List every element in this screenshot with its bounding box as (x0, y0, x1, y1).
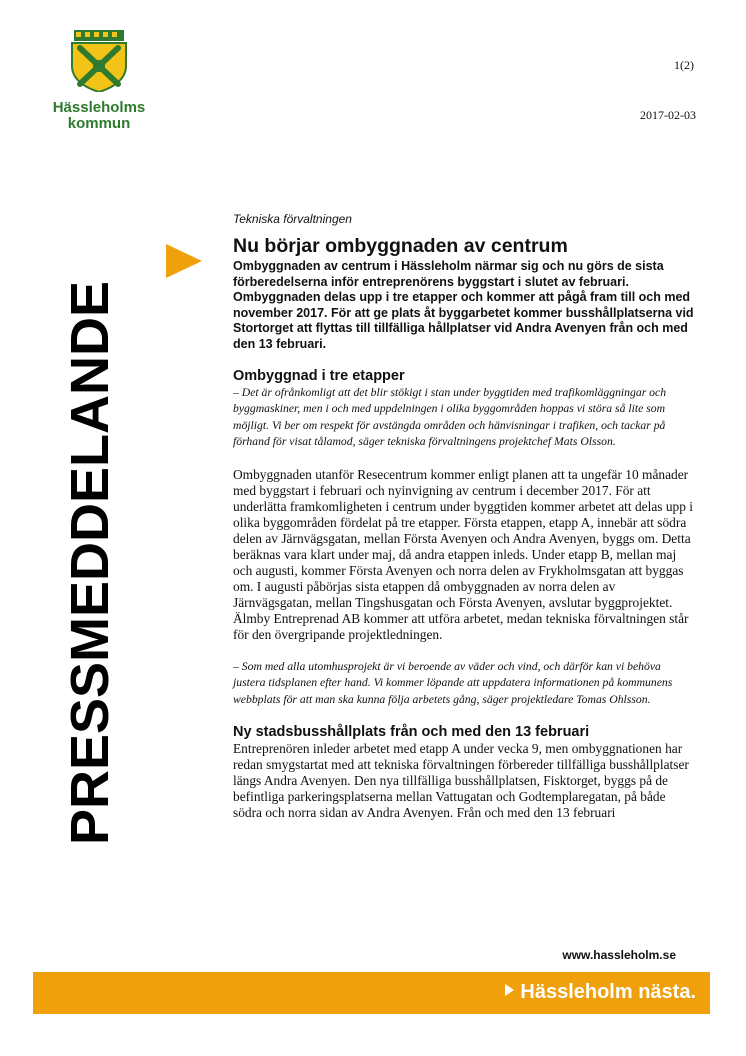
paragraph-stages: Ombyggnaden utanför Resecentrum kommer enligt planen att ta ungefär 10 månader med byggstart i februari och nyinvigning av centrum i december 2017. För att underlätta framkomligheten i centrum under byggtiden kommer arbetet att delas upp i olika byggområden fördelat på tre etapper. Första etappen, etapp A, innebär att södra delen av Järnvägsgatan, mellan Första Avenyen och Andra Avenyen, byggs om. Detta beräknas vara klart under maj, då andra etappen inleds. Under etapp B, mellan maj och augusti, kommer Första Avenyen och norra delen av Frykholmsgatan att byggas om. I augusti påbörjas sista etappen då ombyggnaden av norra delen av Järnvägsgatan, mellan Tingshusgatan och Första Avenyen, avslutar byggprojektet. Älmby Entreprenad AB kommer att utföra arbetet, medan tekniska förvaltningen står för den övergripande projektledningen. (233, 466, 693, 642)
quote-project-leader: – Som med alla utomhusprojekt är vi beroende av väder och vind, och därför kan vi behöva justera tidsplanen efter hand. Vi kommer löpande att uppdatera informationen på kommunens webbplats för att man ska kunna följa arbetets gång, säger projektledare Tomas Ohlsson. (233, 659, 673, 706)
play-arrow-icon (166, 244, 202, 278)
article-lead: Ombyggnaden av centrum i Hässleholm närmar sig och nu görs de sista förberedelserna inför entreprenörens byggstart i slutet av februari. Ombyggnaden delas upp i tre etapper och kommer att pågå fram till och med november 2017. För att ge plats åt byggarbetet kommer busshållplatserna vid Stortorget att flyttas till tillfälliga hållplatser vid Andra Avenyen från och med den 13 februari. (233, 259, 694, 351)
logo-text-line2: kommun (67, 115, 131, 132)
footer-slogan (505, 981, 696, 1004)
article-title: Nu börjar ombyggnaden av centrum (233, 235, 568, 257)
paragraph-bus-stop: Entreprenören inleder arbetet med etapp A under vecka 9, men ombyggnationen har redan smygstartat med att tekniska förvaltningen förbereder tillfälliga busshållplatser längs Andra Avenyen. Den nya tillfälliga busshållplatsen, Fisktorget, byggs på de befintliga parkeringsplatserna mellan Vattugatan och Godtemplaregatan, på både södra och norra sidan av Andra Avenyen. Från och med den 13 februari (233, 741, 689, 821)
footer-bar (33, 972, 710, 1014)
logo-text-line1: Hässleholms (52, 99, 146, 116)
municipality-logo (44, 30, 154, 132)
press-release-vertical-title: PRESSMEDDELANDE (60, 280, 120, 846)
coat-of-arms-icon (70, 30, 128, 92)
document-date: 2017-02-03 (640, 108, 696, 122)
department-label: Tekniska förvaltningen (233, 212, 352, 226)
article (233, 212, 695, 837)
page-number: 1(2) (674, 58, 694, 72)
section-heading-bus-stop: Ny stadsbusshållplats från och med den 13 februari (233, 724, 590, 741)
section-heading-stages: Ombyggnad i tre etapper (233, 367, 405, 384)
website-link[interactable]: www.hassleholm.se (562, 948, 676, 962)
quote-project-chief: – Det är ofrånkomligt att det blir stökigt i stan under byggtiden med trafikomläggningar och byggmaskiner, men i och med uppdelningen i olika byggområden hoppas vi störa så lite som möjligt. Vi ber om respekt för avstängda områden och hänvisningar i trafiken, och tackar på förhand för visat tålamod, säger tekniska förvaltningens projektchef Mats Olsson. (233, 385, 667, 449)
slogan-arrow-icon (505, 984, 514, 996)
slogan-text: Hässleholm nästa. (520, 981, 696, 1003)
